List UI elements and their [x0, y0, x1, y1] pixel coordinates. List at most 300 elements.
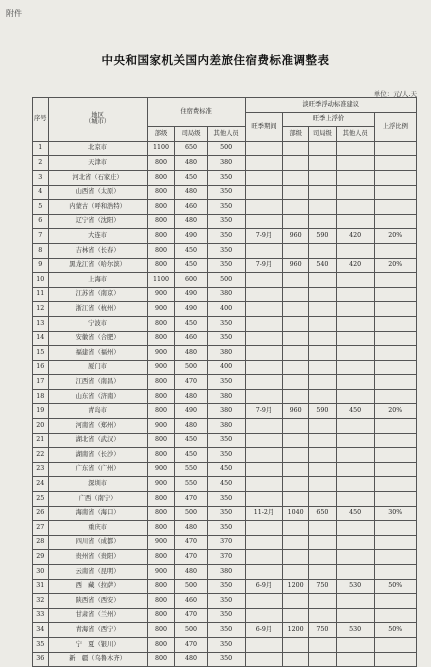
float-ratio-cell — [374, 331, 416, 346]
peak-bureau-rate-cell — [308, 360, 336, 375]
region-cell: 河北省（石家庄） — [48, 170, 147, 185]
peak-period-cell — [245, 535, 283, 550]
peak-bureau-rate-cell — [308, 375, 336, 390]
peak-others-rate-cell — [336, 608, 374, 623]
seq-cell: 8 — [33, 243, 49, 258]
bureau-rate-cell: 480 — [175, 419, 207, 434]
peak-bureau-rate-cell — [308, 477, 336, 492]
float-ratio-cell — [374, 287, 416, 302]
seq-cell: 7 — [33, 229, 49, 244]
float-ratio-cell — [374, 389, 416, 404]
peak-minister-rate-cell — [283, 462, 309, 477]
bureau-rate-cell: 460 — [175, 331, 207, 346]
peak-bureau-rate-cell — [308, 302, 336, 317]
peak-others-rate-cell — [336, 331, 374, 346]
peak-period-cell — [245, 565, 283, 580]
region-cell: 天津市 — [48, 156, 147, 171]
region-cell: 广东省（广州） — [48, 462, 147, 477]
peak-minister-rate-cell: 960 — [283, 404, 309, 419]
others-rate-cell: 350 — [207, 185, 245, 200]
peak-period-cell: 7-9月 — [245, 258, 283, 273]
peak-bureau-rate-cell — [308, 185, 336, 200]
peak-minister-rate-cell — [283, 608, 309, 623]
peak-bureau-rate-cell — [308, 462, 336, 477]
float-ratio-cell — [374, 243, 416, 258]
table-row — [33, 535, 417, 550]
bureau-rate-cell: 480 — [175, 389, 207, 404]
region-cell: 重庆市 — [48, 521, 147, 536]
peak-minister-rate-cell — [283, 200, 309, 215]
seq-cell: 3 — [33, 170, 49, 185]
peak-others-rate-cell — [336, 492, 374, 507]
seq-cell: 1 — [33, 141, 49, 156]
seq-cell: 15 — [33, 346, 49, 361]
peak-bureau-rate-cell — [308, 535, 336, 550]
peak-minister-rate-cell — [283, 331, 309, 346]
peak-others-rate-cell — [336, 141, 374, 156]
peak-minister-rate-cell — [283, 521, 309, 536]
peak-period-cell — [245, 375, 283, 390]
table-row — [33, 389, 417, 404]
minister-rate-cell: 800 — [147, 185, 175, 200]
seq-cell: 9 — [33, 258, 49, 273]
peak-others-rate-cell — [336, 360, 374, 375]
peak-others-rate-cell — [336, 637, 374, 652]
bureau-rate-cell: 480 — [175, 346, 207, 361]
minister-rate-cell: 900 — [147, 477, 175, 492]
others-rate-cell: 350 — [207, 316, 245, 331]
table-row — [33, 404, 417, 419]
table-row — [33, 229, 417, 244]
peak-minister-rate-cell — [283, 535, 309, 550]
header-region — [48, 98, 147, 142]
float-ratio-cell — [374, 214, 416, 229]
peak-period-cell — [245, 200, 283, 215]
seq-cell: 14 — [33, 331, 49, 346]
bureau-rate-cell: 470 — [175, 535, 207, 550]
peak-bureau-rate-cell — [308, 214, 336, 229]
seq-cell: 25 — [33, 492, 49, 507]
region-cell: 黑龙江省（哈尔滨） — [48, 258, 147, 273]
peak-minister-rate-cell — [283, 652, 309, 667]
others-rate-cell: 350 — [207, 229, 245, 244]
peak-minister-rate-cell — [283, 156, 309, 171]
region-cell: 福建省（福州） — [48, 346, 147, 361]
peak-period-cell — [245, 156, 283, 171]
bureau-rate-cell: 480 — [175, 156, 207, 171]
peak-period-cell — [245, 389, 283, 404]
bureau-rate-cell: 500 — [175, 579, 207, 594]
table-row — [33, 506, 417, 521]
bureau-rate-cell: 450 — [175, 243, 207, 258]
peak-period-cell — [245, 185, 283, 200]
header-bureau: 司局级 — [175, 127, 207, 142]
seq-cell: 17 — [33, 375, 49, 390]
others-rate-cell: 380 — [207, 287, 245, 302]
peak-period-cell — [245, 419, 283, 434]
peak-bureau-rate-cell — [308, 550, 336, 565]
table-row — [33, 316, 417, 331]
seq-cell: 35 — [33, 637, 49, 652]
rate-table — [32, 97, 417, 667]
table-row — [33, 594, 417, 609]
float-ratio-cell — [374, 200, 416, 215]
peak-bureau-rate-cell — [308, 389, 336, 404]
minister-rate-cell: 800 — [147, 506, 175, 521]
others-rate-cell: 350 — [207, 521, 245, 536]
header-peak-minister: 部级 — [283, 127, 309, 142]
peak-others-rate-cell — [336, 565, 374, 580]
float-ratio-cell — [374, 156, 416, 171]
float-ratio-cell — [374, 565, 416, 580]
peak-period-cell — [245, 141, 283, 156]
peak-period-cell — [245, 243, 283, 258]
header-peak-group: 淡旺季浮动标准建议 — [245, 98, 416, 113]
peak-bureau-rate-cell — [308, 652, 336, 667]
minister-rate-cell: 1100 — [147, 273, 175, 288]
bureau-rate-cell: 480 — [175, 214, 207, 229]
others-rate-cell: 350 — [207, 492, 245, 507]
float-ratio-cell — [374, 316, 416, 331]
float-ratio-cell — [374, 419, 416, 434]
peak-bureau-rate-cell — [308, 492, 336, 507]
region-cell: 西 藏（拉萨） — [48, 579, 147, 594]
bureau-rate-cell: 450 — [175, 433, 207, 448]
table-row — [33, 273, 417, 288]
table-row — [33, 331, 417, 346]
peak-minister-rate-cell — [283, 360, 309, 375]
others-rate-cell: 380 — [207, 419, 245, 434]
peak-period-cell — [245, 302, 283, 317]
bureau-rate-cell: 490 — [175, 229, 207, 244]
seq-cell: 23 — [33, 462, 49, 477]
bureau-rate-cell: 500 — [175, 623, 207, 638]
peak-bureau-rate-cell: 540 — [308, 258, 336, 273]
peak-minister-rate-cell: 1200 — [283, 623, 309, 638]
peak-minister-rate-cell — [283, 565, 309, 580]
table-row — [33, 433, 417, 448]
others-rate-cell: 500 — [207, 141, 245, 156]
table-row — [33, 652, 417, 667]
bureau-rate-cell: 600 — [175, 273, 207, 288]
others-rate-cell: 450 — [207, 477, 245, 492]
table-row — [33, 360, 417, 375]
others-rate-cell: 350 — [207, 637, 245, 652]
region-cell: 广西（南宁） — [48, 492, 147, 507]
minister-rate-cell: 800 — [147, 229, 175, 244]
table-row — [33, 375, 417, 390]
float-ratio-cell: 30% — [374, 506, 416, 521]
peak-others-rate-cell — [336, 200, 374, 215]
peak-others-rate-cell — [336, 243, 374, 258]
peak-others-rate-cell: 530 — [336, 579, 374, 594]
others-rate-cell: 380 — [207, 156, 245, 171]
others-rate-cell: 350 — [207, 200, 245, 215]
minister-rate-cell: 800 — [147, 637, 175, 652]
region-cell: 江西省（南昌） — [48, 375, 147, 390]
others-rate-cell: 370 — [207, 550, 245, 565]
peak-minister-rate-cell — [283, 492, 309, 507]
minister-rate-cell: 800 — [147, 200, 175, 215]
peak-period-cell — [245, 594, 283, 609]
seq-cell: 21 — [33, 433, 49, 448]
minister-rate-cell: 800 — [147, 521, 175, 536]
peak-others-rate-cell: 450 — [336, 506, 374, 521]
minister-rate-cell: 900 — [147, 302, 175, 317]
minister-rate-cell: 800 — [147, 243, 175, 258]
table-header — [33, 98, 417, 142]
peak-others-rate-cell — [336, 302, 374, 317]
minister-rate-cell: 800 — [147, 389, 175, 404]
table-row — [33, 156, 417, 171]
peak-bureau-rate-cell: 590 — [308, 229, 336, 244]
region-cell: 山东省（济南） — [48, 389, 147, 404]
float-ratio-cell: 20% — [374, 404, 416, 419]
seq-cell: 31 — [33, 579, 49, 594]
peak-others-rate-cell — [336, 389, 374, 404]
peak-others-rate-cell — [336, 594, 374, 609]
others-rate-cell: 370 — [207, 535, 245, 550]
peak-bureau-rate-cell — [308, 433, 336, 448]
region-cell: 海南省（海口） — [48, 506, 147, 521]
table-row — [33, 141, 417, 156]
float-ratio-cell — [374, 652, 416, 667]
minister-rate-cell: 800 — [147, 652, 175, 667]
peak-bureau-rate-cell: 750 — [308, 623, 336, 638]
peak-others-rate-cell — [336, 535, 374, 550]
table-row — [33, 521, 417, 536]
region-cell: 宁 夏（银川） — [48, 637, 147, 652]
region-cell: 贵州省（贵阳） — [48, 550, 147, 565]
peak-period-cell: 7-9月 — [245, 404, 283, 419]
others-rate-cell: 350 — [207, 375, 245, 390]
peak-others-rate-cell: 530 — [336, 623, 374, 638]
region-cell: 青岛市 — [48, 404, 147, 419]
others-rate-cell: 350 — [207, 214, 245, 229]
float-ratio-cell — [374, 273, 416, 288]
attachment-label: 附件 — [6, 9, 22, 18]
peak-others-rate-cell: 450 — [336, 404, 374, 419]
table-row — [33, 565, 417, 580]
others-rate-cell: 350 — [207, 448, 245, 463]
peak-period-cell — [245, 637, 283, 652]
peak-period-cell — [245, 331, 283, 346]
peak-others-rate-cell — [336, 170, 374, 185]
others-rate-cell: 380 — [207, 565, 245, 580]
region-cell: 湖北省（武汉） — [48, 433, 147, 448]
minister-rate-cell: 900 — [147, 565, 175, 580]
float-ratio-cell — [374, 462, 416, 477]
peak-period-cell: 6-9月 — [245, 579, 283, 594]
peak-period-cell — [245, 492, 283, 507]
peak-others-rate-cell — [336, 448, 374, 463]
seq-cell: 29 — [33, 550, 49, 565]
peak-bureau-rate-cell: 590 — [308, 404, 336, 419]
float-ratio-cell — [374, 141, 416, 156]
peak-bureau-rate-cell — [308, 316, 336, 331]
table-row — [33, 637, 417, 652]
peak-period-cell — [245, 608, 283, 623]
region-cell: 湖南省（长沙） — [48, 448, 147, 463]
seq-cell: 24 — [33, 477, 49, 492]
peak-period-cell: 11-2月 — [245, 506, 283, 521]
peak-bureau-rate-cell — [308, 448, 336, 463]
minister-rate-cell: 800 — [147, 156, 175, 171]
peak-bureau-rate-cell — [308, 273, 336, 288]
region-cell: 深圳市 — [48, 477, 147, 492]
region-cell: 宁波市 — [48, 316, 147, 331]
peak-period-cell — [245, 521, 283, 536]
region-cell: 新 疆（乌鲁木齐） — [48, 652, 147, 667]
peak-bureau-rate-cell — [308, 287, 336, 302]
peak-others-rate-cell — [336, 462, 374, 477]
header-standard: 住宿费标准 — [147, 98, 245, 127]
bureau-rate-cell: 550 — [175, 462, 207, 477]
peak-bureau-rate-cell — [308, 331, 336, 346]
peak-bureau-rate-cell — [308, 608, 336, 623]
bureau-rate-cell: 480 — [175, 521, 207, 536]
peak-bureau-rate-cell — [308, 156, 336, 171]
peak-others-rate-cell — [336, 287, 374, 302]
float-ratio-cell — [374, 375, 416, 390]
peak-others-rate-cell — [336, 316, 374, 331]
region-cell: 安徽省（合肥） — [48, 331, 147, 346]
bureau-rate-cell: 470 — [175, 492, 207, 507]
others-rate-cell: 350 — [207, 608, 245, 623]
others-rate-cell: 400 — [207, 302, 245, 317]
others-rate-cell: 350 — [207, 258, 245, 273]
minister-rate-cell: 800 — [147, 623, 175, 638]
others-rate-cell: 350 — [207, 331, 245, 346]
bureau-rate-cell: 550 — [175, 477, 207, 492]
header-region-line1: 地区 — [91, 112, 104, 120]
bureau-rate-cell: 490 — [175, 302, 207, 317]
seq-cell: 32 — [33, 594, 49, 609]
table-row — [33, 608, 417, 623]
others-rate-cell: 450 — [207, 462, 245, 477]
float-ratio-cell: 50% — [374, 623, 416, 638]
minister-rate-cell: 900 — [147, 346, 175, 361]
peak-bureau-rate-cell — [308, 200, 336, 215]
seq-cell: 6 — [33, 214, 49, 229]
float-ratio-cell — [374, 535, 416, 550]
peak-minister-rate-cell — [283, 594, 309, 609]
peak-others-rate-cell — [336, 346, 374, 361]
peak-minister-rate-cell — [283, 273, 309, 288]
peak-minister-rate-cell — [283, 448, 309, 463]
minister-rate-cell: 900 — [147, 462, 175, 477]
others-rate-cell: 350 — [207, 170, 245, 185]
peak-minister-rate-cell — [283, 185, 309, 200]
bureau-rate-cell: 460 — [175, 594, 207, 609]
seq-cell: 34 — [33, 623, 49, 638]
peak-bureau-rate-cell — [308, 419, 336, 434]
table-body — [33, 141, 417, 666]
others-rate-cell: 380 — [207, 346, 245, 361]
table-row — [33, 214, 417, 229]
table-row — [33, 243, 417, 258]
region-cell: 四川省（成都） — [48, 535, 147, 550]
header-float-ratio: 上浮比例 — [374, 112, 416, 141]
bureau-rate-cell: 450 — [175, 448, 207, 463]
table-row — [33, 200, 417, 215]
peak-minister-rate-cell — [283, 302, 309, 317]
minister-rate-cell: 800 — [147, 316, 175, 331]
seq-cell: 33 — [33, 608, 49, 623]
peak-minister-rate-cell — [283, 316, 309, 331]
seq-cell: 18 — [33, 389, 49, 404]
float-ratio-cell: 20% — [374, 258, 416, 273]
header-peak-others: 其他人员 — [336, 127, 374, 142]
peak-minister-rate-cell — [283, 550, 309, 565]
peak-period-cell — [245, 448, 283, 463]
peak-others-rate-cell: 420 — [336, 258, 374, 273]
table-row — [33, 550, 417, 565]
table-row — [33, 185, 417, 200]
float-ratio-cell — [374, 170, 416, 185]
float-ratio-cell — [374, 433, 416, 448]
bureau-rate-cell: 450 — [175, 170, 207, 185]
table-row — [33, 302, 417, 317]
float-ratio-cell — [374, 346, 416, 361]
peak-minister-rate-cell: 1040 — [283, 506, 309, 521]
table-row — [33, 579, 417, 594]
peak-period-cell: 6-9月 — [245, 623, 283, 638]
bureau-rate-cell: 470 — [175, 608, 207, 623]
minister-rate-cell: 1100 — [147, 141, 175, 156]
minister-rate-cell: 900 — [147, 535, 175, 550]
peak-period-cell — [245, 346, 283, 361]
peak-others-rate-cell — [336, 375, 374, 390]
peak-minister-rate-cell — [283, 419, 309, 434]
peak-bureau-rate-cell — [308, 243, 336, 258]
region-cell: 大连市 — [48, 229, 147, 244]
peak-others-rate-cell — [336, 550, 374, 565]
peak-minister-rate-cell — [283, 170, 309, 185]
peak-bureau-rate-cell: 750 — [308, 579, 336, 594]
peak-period-cell — [245, 287, 283, 302]
header-region-line2: （城市） — [85, 118, 111, 126]
seq-cell: 11 — [33, 287, 49, 302]
float-ratio-cell — [374, 594, 416, 609]
region-cell: 辽宁省（沈阳） — [48, 214, 147, 229]
bureau-rate-cell: 490 — [175, 404, 207, 419]
seq-cell: 26 — [33, 506, 49, 521]
peak-minister-rate-cell — [283, 243, 309, 258]
others-rate-cell: 350 — [207, 579, 245, 594]
peak-period-cell — [245, 214, 283, 229]
peak-others-rate-cell: 420 — [336, 229, 374, 244]
others-rate-cell: 380 — [207, 389, 245, 404]
region-cell: 浙江省（杭州） — [48, 302, 147, 317]
peak-minister-rate-cell — [283, 637, 309, 652]
peak-bureau-rate-cell — [308, 521, 336, 536]
peak-bureau-rate-cell — [308, 141, 336, 156]
minister-rate-cell: 800 — [147, 170, 175, 185]
peak-minister-rate-cell: 960 — [283, 229, 309, 244]
bureau-rate-cell: 480 — [175, 185, 207, 200]
others-rate-cell: 350 — [207, 506, 245, 521]
seq-cell: 30 — [33, 565, 49, 580]
bureau-rate-cell: 470 — [175, 637, 207, 652]
others-rate-cell: 350 — [207, 652, 245, 667]
peak-period-cell — [245, 316, 283, 331]
region-cell: 江苏省（南京） — [48, 287, 147, 302]
minister-rate-cell: 800 — [147, 492, 175, 507]
bureau-rate-cell: 650 — [175, 141, 207, 156]
peak-minister-rate-cell — [283, 477, 309, 492]
bureau-rate-cell: 450 — [175, 258, 207, 273]
